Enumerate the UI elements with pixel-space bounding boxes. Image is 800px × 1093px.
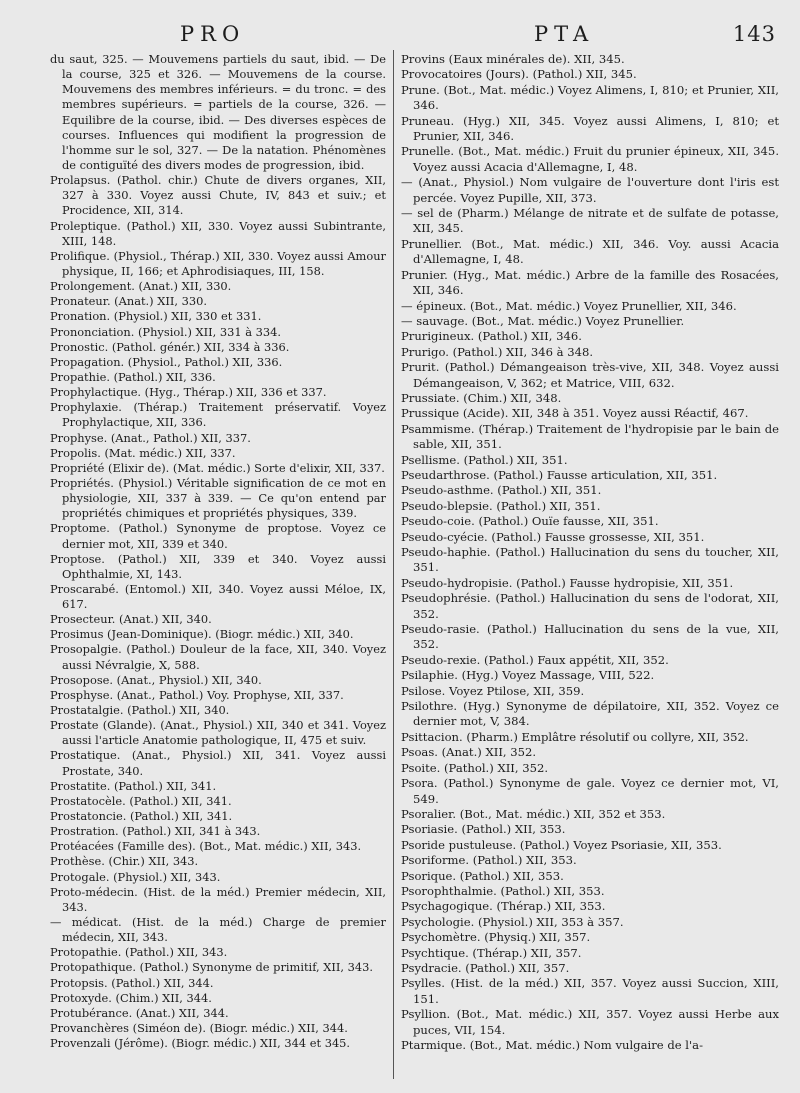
index-entry: Prosopalgie. (Pathol.) Douleur de la face, XII, 340. Voyez aussi Névralgie, X, 588. bbox=[50, 642, 386, 672]
index-entry: Propathie. (Pathol.) XII, 336. bbox=[50, 369, 216, 384]
index-entry: Pseudophrésie. (Pathol.) Hallucination du sens de l'odorat, XII, 352. bbox=[401, 591, 779, 621]
index-entry: Pseudo-hydropisie. (Pathol.) Fausse hydropisie, XII, 351. bbox=[401, 575, 734, 590]
index-entry: Psychomètre. (Physiq.) XII, 357. bbox=[401, 930, 591, 945]
index-entry: Psilose. Voyez Ptilose, XII, 359. bbox=[401, 683, 585, 698]
index-entry: Psoite. (Pathol.) XII, 352. bbox=[401, 760, 549, 775]
index-entry: Psammisme. (Thérap.) Traitement de l'hydropisie par le bain de sable, XII, 351. bbox=[401, 421, 779, 452]
index-entry: Prophylaxie. (Thérap.) Traitement préservatif. Voyez Prophylactique, XII, 336. bbox=[50, 400, 386, 430]
index-entry: Provocatoires (Jours). (Pathol.) XII, 345. bbox=[401, 67, 637, 82]
index-entry: Prosimus (Jean-Dominique). (Biogr. médic.) XII, 340. bbox=[50, 627, 354, 642]
index-entry: Prunellier. (Bot., Mat. médic.) XII, 346. Voy. aussi Acacia d'Allemagne, I, 48. bbox=[401, 236, 779, 267]
index-entry: Proptose. (Pathol.) XII, 339 et 340. Voyez aussi Ophthalmie, XI, 143. bbox=[50, 551, 386, 581]
index-entry: Proptome. (Pathol.) Synonyme de proptose. Voyez ce dernier mot, XII, 339 et 340. bbox=[50, 521, 386, 551]
index-entry: — (Anat., Physiol.) Nom vulgaire de l'ouverture dont l'iris est percée. Voyez Pupille, XII, 373. bbox=[401, 175, 779, 205]
index-entry: Psylles. (Hist. de la méd.) XII, 357. Voyez aussi Succion, XIII, 151. bbox=[401, 976, 779, 1006]
index-entry: Proleptique. (Pathol.) XII, 330. Voyez aussi Subintrante, XIII, 148. bbox=[50, 218, 386, 248]
index-entry: Prononciation. (Physiol.) XII, 331 à 334. bbox=[50, 324, 282, 339]
index-entry: Pseudo-haphie. (Pathol.) Hallucination du sens du toucher, XII, 351. bbox=[401, 545, 779, 575]
index-entry: Prostration. (Pathol.) XII, 341 à 343. bbox=[50, 824, 261, 839]
index-entry: Psydracie. (Pathol.) XII, 357. bbox=[401, 960, 570, 975]
index-entry: Prostatique. (Anat., Physiol.) XII, 341. Voyez aussi Prostate, 340. bbox=[50, 748, 386, 778]
index-entry: Prurigineux. (Pathol.) XII, 346. bbox=[401, 329, 582, 344]
index-entry: Psychologie. (Physiol.) XII, 353 à 357. bbox=[401, 914, 624, 929]
index-entry: Prussique (Acide). XII, 348 à 351. Voyez aussi Réactif, 467. bbox=[401, 406, 749, 421]
index-entry: Prophyse. (Anat., Pathol.) XII, 337. bbox=[50, 430, 251, 445]
index-entry: Prolongement. (Anat.) XII, 330. bbox=[50, 279, 232, 294]
index-entry: Provenzali (Jérôme). (Biogr. médic.) XII, 344 et 345. bbox=[50, 1036, 351, 1051]
index-entry: Pseudo-rasie. (Pathol.) Hallucination du sens de la vue, XII, 352. bbox=[401, 622, 779, 652]
index-entry: Psoriasie. (Pathol.) XII, 353. bbox=[401, 822, 566, 837]
index-entry: Psychtique. (Thérap.) XII, 357. bbox=[401, 945, 582, 960]
index-entry: Prosphyse. (Anat., Pathol.) Voy. Prophyse, XII, 337. bbox=[50, 687, 344, 702]
index-entry: Protogale. (Physiol.) XII, 343. bbox=[50, 869, 221, 884]
index-entry: Psoride pustuleuse. (Pathol.) Voyez Psoriasie, XII, 353. bbox=[401, 837, 722, 852]
right-column bbox=[401, 52, 779, 1053]
index-entry: Protoxyde. (Chim.) XII, 344. bbox=[50, 990, 212, 1005]
index-entry: Propagation. (Physiol., Pathol.) XII, 336. bbox=[50, 354, 283, 369]
index-entry: Pseudo-blepsie. (Pathol.) XII, 351. bbox=[401, 498, 601, 513]
index-entry: Prolifique. (Physiol., Thérap.) XII, 330. Voyez aussi Amour physique, II, 166; et Aphrodisiaques, III, 158. bbox=[50, 248, 386, 278]
index-entry: Protopathique. (Pathol.) Synonyme de primitif, XII, 343. bbox=[50, 960, 373, 975]
index-entry: Pseudo-rexie. (Pathol.) Faux appétit, XII, 352. bbox=[401, 652, 669, 667]
index-entry: Psorophthalmie. (Pathol.) XII, 353. bbox=[401, 883, 605, 898]
index-entry: Prurit. (Pathol.) Démangeaison très-vive, XII, 348. Voyez aussi Démangeaison, V, 362; et Matrice, VIII, 632. bbox=[401, 360, 779, 390]
index-entry: Prothèse. (Chir.) XII, 343. bbox=[50, 854, 199, 869]
column-divider bbox=[393, 50, 394, 1079]
running-head-left: PRO bbox=[180, 22, 246, 46]
index-entry: — sel de (Pharm.) Mélange de nitrate et de sulfate de potasse, XII, 345. bbox=[401, 206, 779, 236]
index-entry: Prune. (Bot., Mat. médic.) Voyez Alimens, I, 810; et Prunier, XII, 346. bbox=[401, 82, 779, 113]
index-entry: Psorique. (Pathol.) XII, 353. bbox=[401, 868, 564, 883]
index-entry: Proto-médecin. (Hist. de la méd.) Premier médecin, XII, 343. bbox=[50, 884, 386, 914]
index-entry: Propriété (Elixir de). (Mat. médic.) Sorte d'elixir, XII, 337. bbox=[50, 460, 385, 475]
index-entry: Psychagogique. (Thérap.) XII, 353. bbox=[401, 899, 606, 914]
index-entry: Protopsis. (Pathol.) XII, 344. bbox=[50, 975, 214, 990]
index-entry: Provanchères (Siméon de). (Biogr. médic.) XII, 344. bbox=[50, 1021, 348, 1035]
index-entry: Psora. (Pathol.) Synonyme de gale. Voyez ce dernier mot, VI, 549. bbox=[401, 776, 779, 806]
index-entry: Protéacées (Famille des). (Bot., Mat. médic.) XII, 343. bbox=[50, 839, 362, 854]
index-entry: Pseudo-asthme. (Pathol.) XII, 351. bbox=[401, 483, 602, 498]
index-entry: Psilothre. (Hyg.) Synonyme de dépilatoire, XII, 352. Voyez ce dernier mot, V, 384. bbox=[401, 699, 779, 729]
index-entry: Proscarabé. (Entomol.) XII, 340. Voyez aussi Méloe, IX, 617. bbox=[50, 581, 386, 612]
running-head-right: PTA bbox=[534, 22, 595, 46]
index-entry: Prussiate. (Chim.) XII, 348. bbox=[401, 390, 562, 405]
index-entry: Pronostic. (Pathol. génér.) XII, 334 à 336. bbox=[50, 339, 290, 354]
page-number: 143 bbox=[732, 22, 776, 46]
index-entry: Propolis. (Mat. médic.) XII, 337. bbox=[50, 445, 236, 460]
index-entry: Prostatoncie. (Pathol.) XII, 341. bbox=[50, 809, 233, 824]
index-entry: Prunier. (Hyg., Mat. médic.) Arbre de la famille des Rosacées, XII, 346. bbox=[401, 267, 779, 298]
index-entry: Prostatalgie. (Pathol.) XII, 340. bbox=[50, 703, 230, 718]
index-entry: — épineux. (Bot., Mat. médic.) Voyez Prunellier, XII, 346. bbox=[401, 298, 737, 313]
index-entry: Psyllion. (Bot., Mat. médic.) XII, 357. Voyez aussi Herbe aux puces, VII, 154. bbox=[401, 1007, 779, 1037]
index-entry: Prurigo. (Pathol.) XII, 346 à 348. bbox=[401, 344, 594, 359]
index-entry: Pronateur. (Anat.) XII, 330. bbox=[50, 294, 207, 309]
index-entry: Prophylactique. (Hyg., Thérap.) XII, 336 et 337. bbox=[50, 385, 327, 400]
index-entry: Pseudo-cyécie. (Pathol.) Fausse grossesse, XII, 351. bbox=[401, 529, 705, 544]
index-entry: Psoas. (Anat.) XII, 352. bbox=[401, 745, 537, 760]
left-column bbox=[50, 52, 386, 1051]
index-entry: Prostatocèle. (Pathol.) XII, 341. bbox=[50, 793, 232, 808]
index-entry: Pseudo-coie. (Pathol.) Ouïe fausse, XII, 351. bbox=[401, 514, 659, 529]
index-entry: Propriétés. (Physiol.) Véritable signification de ce mot en physiologie, XII, 337 à 339. — Ce qu'on entend par propriétés chimiques et propriétés physiques, 339. bbox=[50, 475, 386, 521]
index-entry: Prolapsus. (Pathol. chir.) Chute de divers organes, XII, 327 à 330. Voyez aussi Chute, IV, 843 et suiv.; et Procidence, XII, 314. bbox=[50, 173, 386, 218]
index-entry: Pseudarthrose. (Pathol.) Fausse articulation, XII, 351. bbox=[401, 467, 718, 482]
index-entry: — médicat. (Hist. de la méd.) Charge de premier médecin, XII, 343. bbox=[50, 915, 386, 945]
index-entry: Psittacion. (Pharm.) Emplâtre résolutif ou collyre, XII, 352. bbox=[401, 729, 749, 744]
index-entry: Pruneau. (Hyg.) XII, 345. Voyez aussi Alimens, I, 810; et Prunier, XII, 346. bbox=[401, 113, 779, 144]
index-entry: Prostate (Glande). (Anat., Physiol.) XII, 340 et 341. Voyez aussi l'article Anatomie pathologique, II, 475 et suiv. bbox=[50, 718, 386, 748]
index-entry: Prosecteur. (Anat.) XII, 340. bbox=[50, 612, 212, 627]
index-entry: Psellisme. (Pathol.) XII, 351. bbox=[401, 452, 568, 467]
index-entry: Prosopose. (Anat., Physiol.) XII, 340. bbox=[50, 672, 262, 687]
index-entry: — sauvage. (Bot., Mat. médic.) Voyez Prunellier. bbox=[401, 313, 685, 328]
index-entry: Psoralier. (Bot., Mat. médic.) XII, 352 et 353. bbox=[401, 806, 666, 821]
index-entry: Provins (Eaux minérales de). XII, 345. bbox=[401, 52, 625, 66]
index-entry: Prostatite. (Pathol.) XII, 341. bbox=[50, 778, 217, 793]
index-entry: Ptarmique. (Bot., Mat. médic.) Nom vulgaire de l'a- bbox=[401, 1038, 704, 1052]
index-entry: Protopathie. (Pathol.) XII, 343. bbox=[50, 945, 228, 960]
index-entry: Psilaphie. (Hyg.) Voyez Massage, VIII, 522. bbox=[401, 668, 655, 683]
index-entry: du saut, 325. — Mouvemens partiels du saut, ibid. — De la course, 325 et 326. — Mouvemens de la course. Mouvemens des membres inférieurs. = du tronc. = des membres supérieurs. = partiels de la course, 326. — Equilibre de la course, ibid. — Des diverses espèces de courses. Influences qui modifient la progression de l'homme sur le sol, 327. — De la natation. Phénomènes de contiguïté des divers modes de progression, ibid. bbox=[50, 52, 386, 172]
index-entry: Pronation. (Physiol.) XII, 330 et 331. bbox=[50, 309, 262, 324]
index-entry: Protubérance. (Anat.) XII, 344. bbox=[50, 1005, 229, 1020]
index-entry: Prunelle. (Bot., Mat. médic.) Fruit du prunier épineux, XII, 345. Voyez aussi Acacia d'Allemagne, I, 48. bbox=[401, 144, 779, 174]
index-entry: Psoriforme. (Pathol.) XII, 353. bbox=[401, 853, 577, 868]
